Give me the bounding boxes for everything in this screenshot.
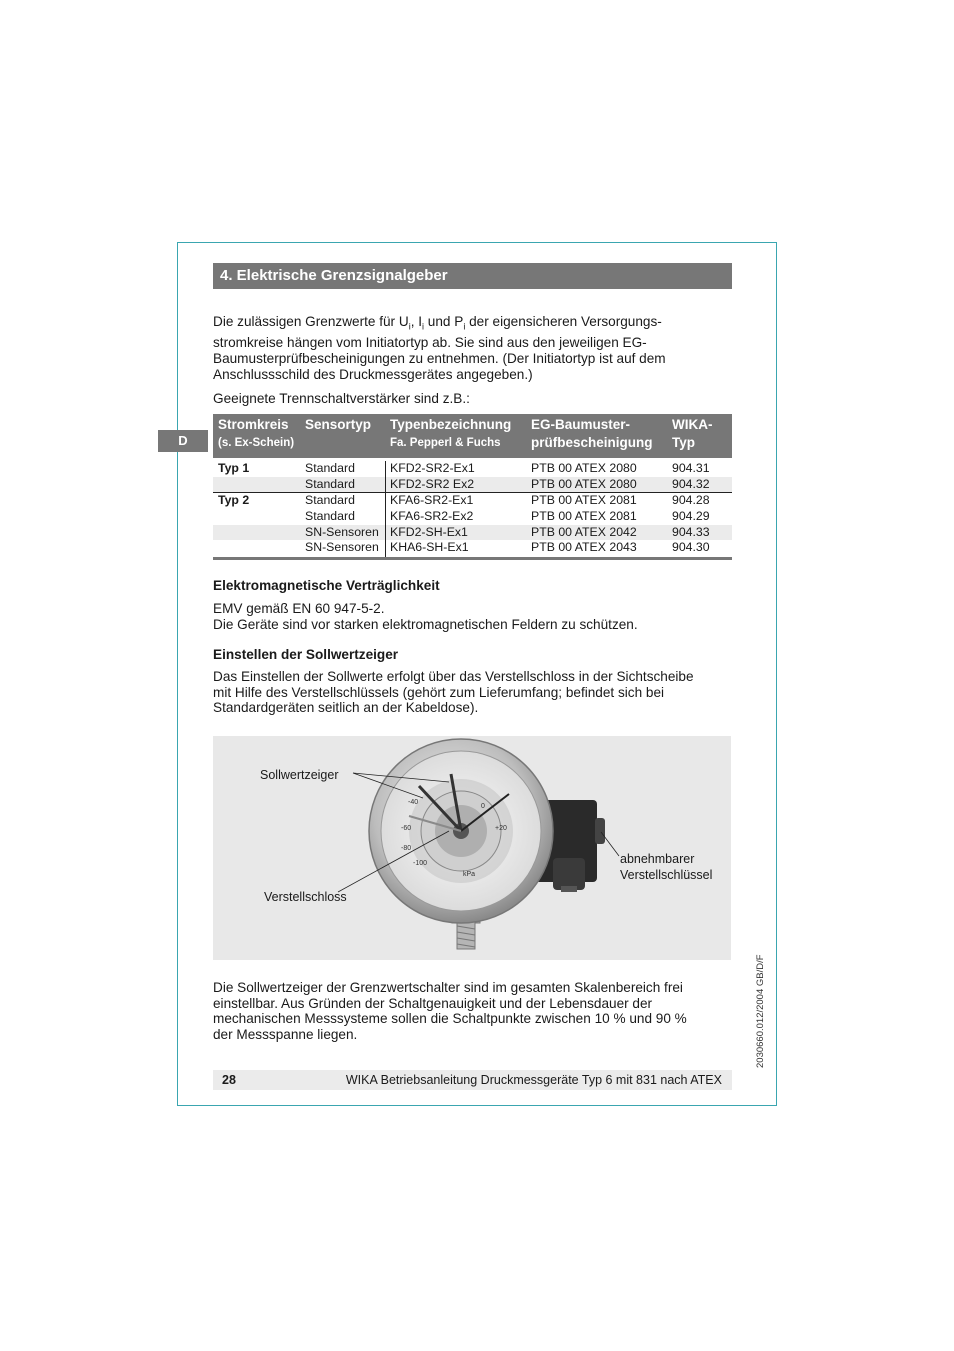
setpoint-heading: Einstellen der Sollwertzeiger	[213, 647, 399, 662]
label-adjustment-lock: Verstellschloss	[264, 890, 347, 904]
section-title: 4. Elektrische Grenzsignalgeber	[213, 263, 732, 289]
dial-tick-label: -80	[401, 845, 412, 852]
suitable-text: Geeignete Trennschaltverstärker sind z.B.:	[213, 391, 470, 406]
emv-heading: Elektromagnetische Verträglichkeit	[213, 578, 440, 593]
document-code: 2030660.012/2004 GB/D/F	[755, 954, 766, 1068]
data-table	[213, 461, 732, 556]
table-bottom-rule	[213, 557, 732, 560]
header-circuit: Stromkreis (s. Ex-Schein)	[218, 417, 295, 449]
table-header	[213, 414, 732, 458]
label-setpoint-pointer: Sollwertzeiger	[260, 768, 339, 782]
header-wika: WIKA- Typ	[672, 417, 713, 450]
intro-line-3: Baumusterprüfbescheinigungen zu entnehmen. (Der Initiatortyp ist auf dem	[213, 350, 666, 366]
dial-tick-label: +20	[495, 825, 507, 832]
intro-line-4: Anschlussschild des Druckmessgerätes angegeben.)	[213, 366, 533, 382]
header-cert: EG-Baumuster- prüfbescheinigung	[531, 417, 653, 450]
header-type: Typenbezeichnung Fa. Pepperl & Fuchs	[390, 417, 512, 449]
table-column-divider	[385, 461, 386, 558]
label-removable-key: abnehmbarer Verstellschlüssel	[620, 852, 713, 882]
table-row: SN-Sensoren KHA6-SH-Ex1 PTB 00 ATEX 2043 904.30	[305, 540, 710, 555]
intro-paragraph	[213, 314, 733, 382]
setpoint-paragraph: Das Einstellen der Sollwerte erfolgt über das Verstellschloss in der Sichtscheibe mit Hilfe des Verstellschlüssels (gehört zum Lieferumfang; befindet sich bei Standardgeräten seitlich an der Kabeldose).	[213, 669, 694, 716]
table-row: Standard KFA6-SR2-Ex2 PTB 00 ATEX 2081 904.29	[305, 508, 710, 523]
dial-unit: kPa	[463, 871, 476, 878]
dial-tick-label: -60	[401, 825, 412, 832]
gauge-figure	[213, 736, 731, 960]
intro-line-1: Die zulässigen Grenzwerte für $U_i$, $I_i$ und $P_i$ der eigensicheren Versorgungs-	[213, 314, 662, 332]
footer-title: WIKA Betriebsanleitung Druckmessgeräte Typ 6 mit 831 nach ATEX	[345, 1073, 722, 1087]
table-row: Standard KFD2-SR2 Ex2 PTB 00 ATEX 2080 904.32	[213, 477, 732, 493]
table-row: Typ 2 Standard KFA6-SR2-Ex1 PTB 00 ATEX 2081 904.28	[218, 492, 710, 507]
language-tab: D	[158, 430, 208, 452]
closing-paragraph: Die Sollwertzeiger der Grenzwertschalter sind im gesamten Skalenbereich frei einstellbar. Aus Gründen der Schaltgenauigkeit und der Lebensdauer der mechanischen Messsysteme sollen die Schaltpunkte zwischen 10 % und 90 % der Messspanne liegen.	[213, 980, 687, 1042]
intro-line-2: stromkreise hängen vom Initiatortyp ab. Sie sind aus den jeweiligen EG-	[213, 335, 647, 351]
header-sensor: Sensortyp	[305, 417, 372, 432]
table-row: Typ 1 Standard KFD2-SR2-Ex1 PTB 00 ATEX 2080 904.31	[218, 461, 710, 475]
dial-tick-label: 0	[481, 803, 485, 810]
dial-tick-label: -100	[413, 860, 428, 867]
dial-tick-label: -40	[408, 799, 419, 806]
page-footer	[213, 1070, 732, 1090]
page-number: 28	[222, 1073, 236, 1087]
table-group-divider	[213, 492, 732, 493]
emv-paragraph: EMV gemäß EN 60 947-5-2. Die Geräte sind vor starken elektromagnetischen Feldern zu schützen.	[213, 601, 638, 632]
table-row: SN-Sensoren KFD2-SH-Ex1 PTB 00 ATEX 2042 904.33	[213, 525, 732, 541]
